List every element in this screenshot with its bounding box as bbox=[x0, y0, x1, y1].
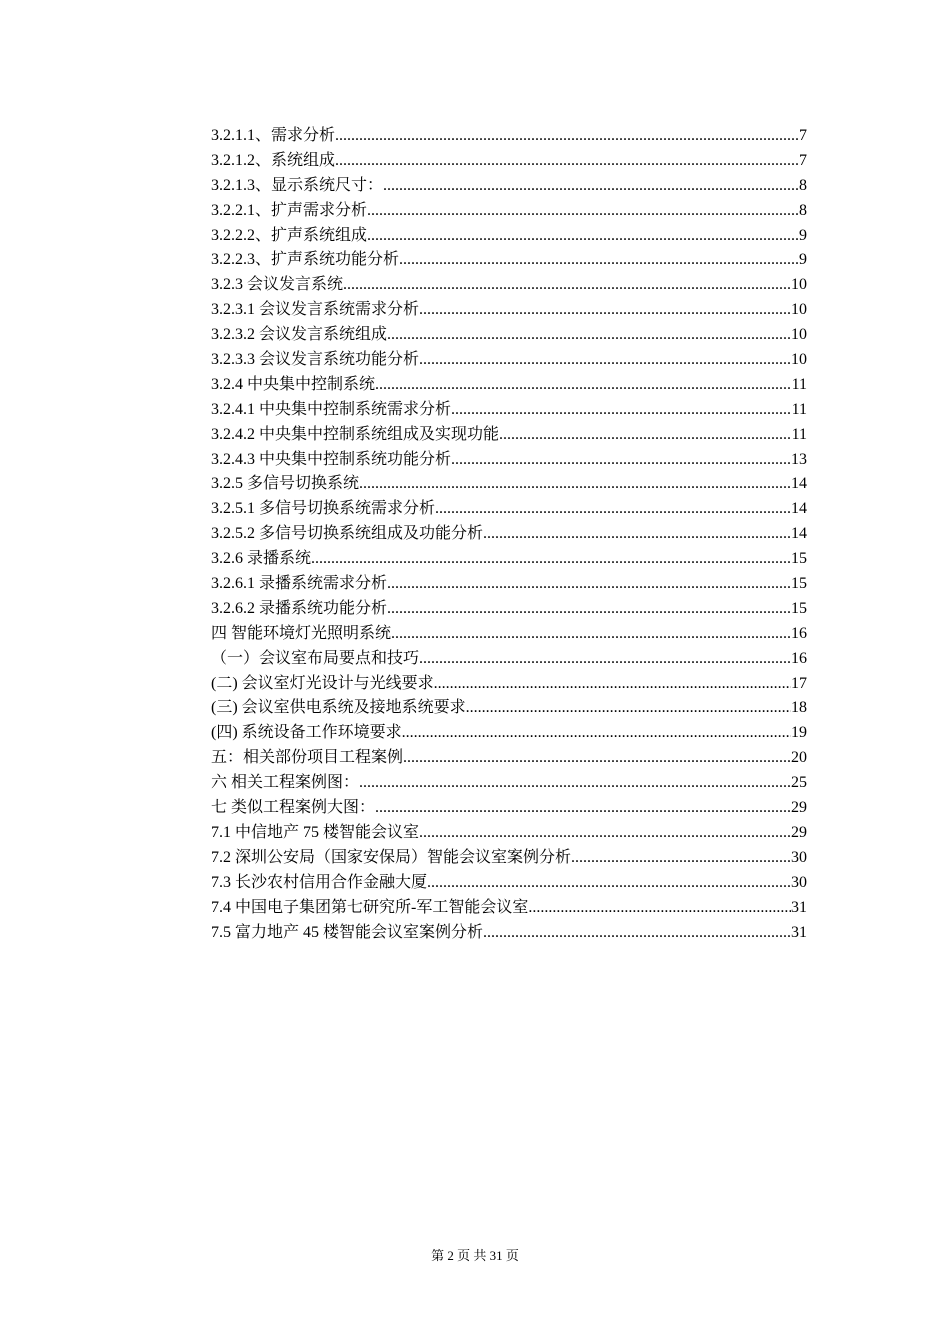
toc-entry-title: 3.2.1.2、系统组成 bbox=[211, 151, 336, 169]
toc-entry-page-number: 11 bbox=[791, 400, 807, 418]
toc-entry-page-number: 25 bbox=[791, 774, 807, 792]
toc-entry-title: 七 类似工程案例大图： bbox=[211, 799, 376, 817]
toc-dot-leader bbox=[528, 896, 791, 921]
toc-entry[interactable] bbox=[211, 597, 807, 622]
toc-entry[interactable] bbox=[211, 298, 807, 323]
toc-dot-leader bbox=[375, 373, 792, 398]
toc-entry[interactable] bbox=[211, 497, 807, 522]
toc-entry[interactable] bbox=[211, 199, 807, 224]
toc-entry-page-number: 14 bbox=[791, 500, 807, 518]
toc-dot-leader bbox=[403, 746, 791, 771]
toc-entry-page-number: 15 bbox=[791, 575, 807, 593]
toc-entry[interactable] bbox=[211, 746, 807, 771]
toc-dot-leader bbox=[383, 174, 799, 199]
toc-entry-title: 3.2.5 多信号切换系统 bbox=[211, 475, 360, 493]
toc-dot-leader bbox=[419, 348, 791, 373]
toc-entry-page-number: 15 bbox=[791, 599, 807, 617]
toc-entry-page-number: 19 bbox=[791, 724, 807, 742]
toc-entry-title: 7.5 富力地产 45 楼智能会议室案例分析 bbox=[211, 923, 484, 941]
toc-dot-leader bbox=[419, 298, 791, 323]
toc-dot-leader bbox=[419, 647, 791, 672]
toc-entry[interactable] bbox=[211, 174, 807, 199]
toc-entry[interactable] bbox=[211, 248, 807, 273]
toc-entry-page-number: 14 bbox=[791, 475, 807, 493]
toc-entry-title: 3.2.6 录播系统 bbox=[211, 550, 312, 568]
toc-entry[interactable] bbox=[211, 672, 807, 697]
toc-entry-page-number: 16 bbox=[791, 649, 807, 667]
toc-entry-page-number: 31 bbox=[791, 898, 807, 916]
toc-entry-title: 3.2.3.1 会议发言系统需求分析 bbox=[211, 301, 420, 319]
toc-entry-page-number: 8 bbox=[799, 201, 807, 219]
toc-dot-leader bbox=[391, 622, 791, 647]
toc-dot-leader bbox=[375, 796, 791, 821]
toc-entry-page-number: 17 bbox=[791, 674, 807, 692]
toc-entry-page-number: 13 bbox=[791, 450, 807, 468]
toc-entry-page-number: 18 bbox=[791, 699, 807, 717]
toc-entry-page-number: 20 bbox=[791, 749, 807, 767]
toc-entry-title: 3.2.5.1 多信号切换系统需求分析 bbox=[211, 500, 436, 518]
toc-entry-title: 3.2.3.2 会议发言系统组成 bbox=[211, 326, 388, 344]
toc-entry-title: 3.2.6.2 录播系统功能分析 bbox=[211, 599, 388, 617]
page-footer: 第 2 页 共 31 页 bbox=[431, 1248, 519, 1263]
toc-entry-title: 7.1 中信地产 75 楼智能会议室 bbox=[211, 823, 420, 841]
toc-entry-page-number: 10 bbox=[791, 326, 807, 344]
toc-dot-leader bbox=[387, 323, 791, 348]
toc-dot-leader bbox=[343, 273, 791, 298]
toc-entry-title: 3.2.2.3、扩声系统功能分析 bbox=[211, 251, 400, 269]
toc-dot-leader bbox=[399, 248, 799, 273]
toc-dot-leader bbox=[434, 672, 791, 697]
toc-entry[interactable] bbox=[211, 423, 807, 448]
toc-entry-page-number: 14 bbox=[791, 525, 807, 543]
toc-entry-page-number: 30 bbox=[791, 873, 807, 891]
toc-entry-title: 3.2.5.2 多信号切换系统组成及功能分析 bbox=[211, 525, 484, 543]
toc-entry-title: (四) 系统设备工作环境要求 bbox=[211, 724, 402, 742]
toc-entry[interactable] bbox=[211, 522, 807, 547]
toc-entry-title: 7.4 中国电子集团第七研究所-军工智能会议室 bbox=[211, 898, 529, 916]
toc-dot-leader bbox=[367, 224, 799, 249]
toc-entry-title: 3.2.3 会议发言系统 bbox=[211, 276, 344, 294]
toc-entry-page-number: 9 bbox=[799, 226, 807, 244]
toc-dot-leader bbox=[402, 721, 791, 746]
toc-entry-page-number: 10 bbox=[791, 276, 807, 294]
toc-entry[interactable] bbox=[211, 796, 807, 821]
toc-entry[interactable] bbox=[211, 771, 807, 796]
toc-entry-title: 7.2 深圳公安局（国家安保局）智能会议室案例分析 bbox=[211, 848, 572, 866]
toc-entry[interactable] bbox=[211, 373, 807, 398]
toc-dot-leader bbox=[435, 497, 791, 522]
toc-entry-title: 四 智能环境灯光照明系统 bbox=[211, 624, 392, 642]
toc-entry-title: 五：相关部份项目工程案例 bbox=[211, 749, 404, 767]
toc-entry[interactable] bbox=[211, 846, 807, 871]
toc-dot-leader bbox=[359, 771, 791, 796]
toc-dot-leader bbox=[571, 846, 791, 871]
toc-dot-leader bbox=[499, 423, 792, 448]
toc-entry-page-number: 29 bbox=[791, 799, 807, 817]
toc-entry-page-number: 15 bbox=[791, 550, 807, 568]
toc-entry-title: 3.2.1.1、需求分析 bbox=[211, 127, 336, 144]
table-of-contents bbox=[211, 124, 807, 945]
toc-entry[interactable] bbox=[211, 696, 807, 721]
toc-entry-title: 3.2.4 中央集中控制系统 bbox=[211, 375, 376, 393]
toc-entry-title: 3.2.6.1 录播系统需求分析 bbox=[211, 575, 388, 593]
toc-entry-title: (三) 会议室供电系统及接地系统要求 bbox=[211, 699, 466, 717]
toc-entry-page-number: 7 bbox=[799, 127, 807, 144]
toc-dot-leader bbox=[367, 199, 799, 224]
toc-entry[interactable] bbox=[211, 721, 807, 746]
toc-entry-page-number: 30 bbox=[791, 848, 807, 866]
toc-entry[interactable] bbox=[211, 273, 807, 298]
toc-entry[interactable] bbox=[211, 124, 807, 149]
toc-entry-title: 3.2.3.3 会议发言系统功能分析 bbox=[211, 351, 420, 369]
toc-dot-leader bbox=[335, 124, 799, 149]
toc-dot-leader bbox=[483, 921, 791, 946]
toc-entry[interactable] bbox=[211, 472, 807, 497]
toc-dot-leader bbox=[451, 398, 792, 423]
toc-dot-leader bbox=[311, 547, 791, 572]
toc-entry-page-number: 10 bbox=[791, 301, 807, 319]
toc-entry[interactable] bbox=[211, 323, 807, 348]
toc-entry-title: 3.2.1.3、显示系统尺寸： bbox=[211, 176, 384, 194]
toc-entry-title: 3.2.4.3 中央集中控制系统功能分析 bbox=[211, 450, 452, 468]
toc-dot-leader bbox=[387, 572, 791, 597]
toc-dot-leader bbox=[451, 448, 791, 473]
toc-entry-page-number: 9 bbox=[799, 251, 807, 269]
toc-entry[interactable] bbox=[211, 572, 807, 597]
toc-entry[interactable] bbox=[211, 871, 807, 896]
toc-entry[interactable] bbox=[211, 224, 807, 249]
toc-entry-page-number: 11 bbox=[791, 425, 807, 443]
toc-entry-page-number: 7 bbox=[799, 151, 807, 169]
toc-dot-leader bbox=[483, 522, 791, 547]
toc-entry-title: (二) 会议室灯光设计与光线要求 bbox=[211, 674, 434, 692]
toc-entry-page-number: 31 bbox=[791, 923, 807, 941]
toc-entry-title: 3.2.4.2 中央集中控制系统组成及实现功能 bbox=[211, 425, 500, 443]
toc-entry-page-number: 10 bbox=[791, 351, 807, 369]
toc-entry[interactable] bbox=[211, 896, 807, 921]
toc-entry[interactable] bbox=[211, 647, 807, 672]
toc-entry[interactable] bbox=[211, 921, 807, 946]
toc-entry-title: 六 相关工程案例图： bbox=[211, 774, 360, 792]
toc-entry[interactable] bbox=[211, 622, 807, 647]
toc-entry[interactable] bbox=[211, 821, 807, 846]
toc-entry[interactable] bbox=[211, 398, 807, 423]
toc-dot-leader bbox=[335, 149, 799, 174]
toc-dot-leader bbox=[419, 821, 791, 846]
toc-entry[interactable] bbox=[211, 547, 807, 572]
toc-entry-page-number: 11 bbox=[791, 375, 807, 393]
toc-entry-title: 7.3 长沙农村信用合作金融大厦 bbox=[211, 873, 428, 891]
toc-entry-page-number: 29 bbox=[791, 823, 807, 841]
toc-dot-leader bbox=[359, 472, 791, 497]
toc-entry-title: 3.2.2.2、扩声系统组成 bbox=[211, 226, 368, 244]
toc-dot-leader bbox=[466, 696, 791, 721]
toc-entry[interactable] bbox=[211, 149, 807, 174]
toc-entry-page-number: 16 bbox=[791, 624, 807, 642]
toc-entry[interactable] bbox=[211, 448, 807, 473]
toc-entry-title: 3.2.2.1、扩声需求分析 bbox=[211, 201, 368, 219]
toc-entry-title: （一）会议室布局要点和技巧 bbox=[211, 649, 420, 667]
toc-entry-title: 3.2.4.1 中央集中控制系统需求分析 bbox=[211, 400, 452, 418]
toc-dot-leader bbox=[387, 597, 791, 622]
toc-entry[interactable] bbox=[211, 348, 807, 373]
toc-entry-page-number: 8 bbox=[799, 176, 807, 194]
toc-dot-leader bbox=[427, 871, 791, 896]
